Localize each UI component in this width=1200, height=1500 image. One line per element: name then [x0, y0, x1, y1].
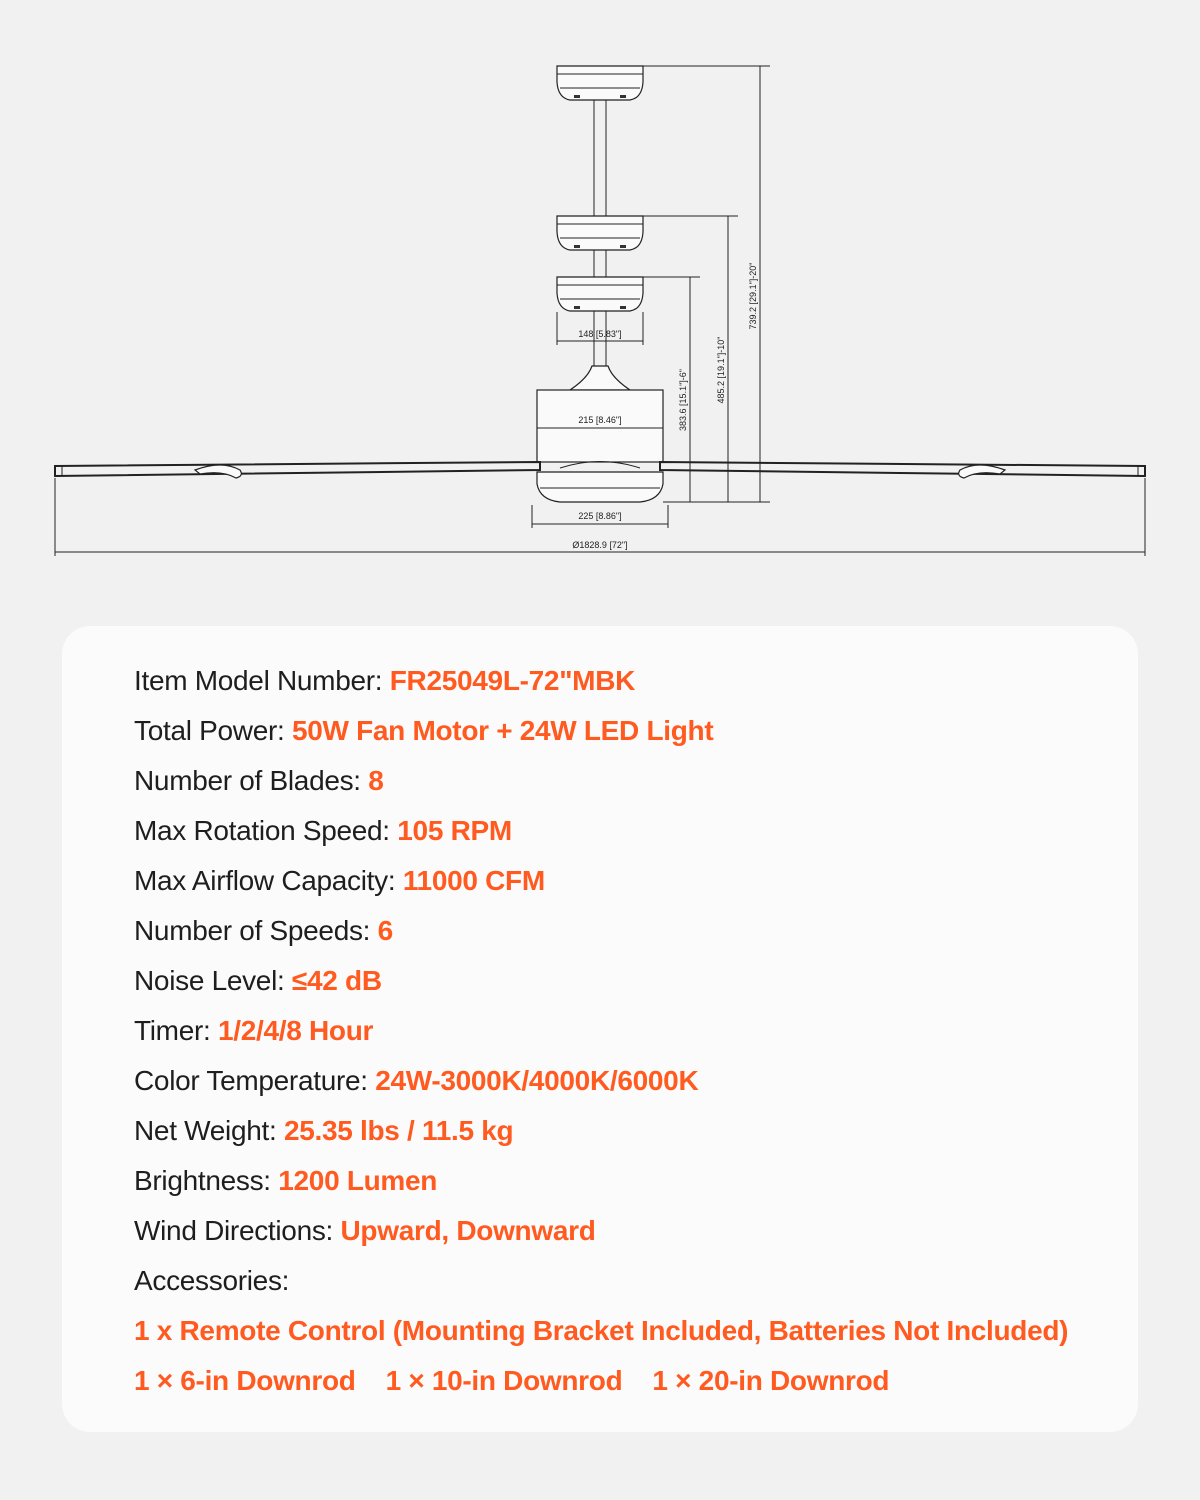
spec-airflow: Max Airflow Capacity: 11000 CFM — [134, 865, 545, 896]
spec-weight: Net Weight: 25.35 lbs / 11.5 kg — [134, 1115, 514, 1146]
spec-value: 1200 Lumen — [278, 1165, 438, 1196]
motor-housing — [537, 390, 663, 462]
spec-value: 6 — [377, 915, 393, 946]
spec-blades: Number of Blades: 8 — [134, 765, 384, 796]
spec-value: 25.35 lbs / 11.5 kg — [283, 1115, 514, 1146]
spec-value: 105 RPM — [397, 815, 512, 846]
ceiling-canopy-low — [557, 277, 643, 311]
accessory-downrod-10: 1 × 10-in Downrod — [385, 1365, 623, 1396]
light-width-label: 225 [8.86"] — [578, 511, 622, 521]
housing-width-label: 215 [8.46"] — [578, 415, 622, 425]
spec-speeds: Number of Speeds: 6 — [134, 915, 393, 946]
spec-value: 1/2/4/8 Hour — [217, 1015, 374, 1046]
spec-value: ≤42 dB — [291, 965, 382, 996]
accessory-remote: 1 x Remote Control (Mounting Bracket Included, Batteries Not Included) — [134, 1315, 1069, 1346]
spec-color-temp: Color Temperature: 24W-3000K/4000K/6000K — [134, 1065, 699, 1096]
spec-brightness: Brightness: 1200 Lumen — [134, 1165, 438, 1196]
accessory-downrods — [134, 1356, 1098, 1406]
spec-power: Total Power: 50W Fan Motor + 24W LED Light — [134, 715, 714, 746]
spec-card — [62, 626, 1138, 1432]
spec-value: 24W-3000K/4000K/6000K — [375, 1065, 699, 1096]
height-6in-label: 383.6 [15.1"]-6" — [678, 369, 688, 431]
spec-value: Upward, Downward — [340, 1215, 596, 1246]
ceiling-canopy-top — [557, 66, 643, 100]
spec-value: 50W Fan Motor + 24W LED Light — [291, 715, 714, 746]
spec-value: FR25049L-72"MBK — [389, 665, 636, 696]
ceiling-canopy-mid — [557, 216, 643, 250]
light-kit — [532, 472, 668, 528]
spec-wind: Wind Directions: Upward, Downward — [134, 1215, 596, 1246]
span-label: Ø1828.9 [72"] — [572, 540, 628, 550]
accessories-label: Accessories: — [134, 1265, 290, 1296]
spec-noise: Noise Level: ≤42 dB — [134, 965, 382, 996]
canopy-width-dimension — [557, 312, 643, 345]
fan-dimension-diagram — [0, 0, 1200, 600]
spec-rotation: Max Rotation Speed: 105 RPM — [134, 815, 512, 846]
spec-value: 11000 CFM — [402, 865, 545, 896]
spec-value: 8 — [368, 765, 384, 796]
height-10in-label: 485.2 [19.1"]-10" — [716, 336, 726, 404]
accessory-downrod-6: 1 × 6-in Downrod — [134, 1365, 356, 1396]
spec-model: Item Model Number: FR25049L-72"MBK — [134, 665, 636, 696]
accessory-downrod-20: 1 × 20-in Downrod — [652, 1365, 890, 1396]
spec-timer: Timer: 1/2/4/8 Hour — [134, 1015, 374, 1046]
height-20in-label: 739.2 [29.1"]-20" — [748, 262, 758, 330]
canopy-width-label: 148 [5.83"] — [578, 329, 622, 339]
spec-list — [134, 656, 1098, 1406]
